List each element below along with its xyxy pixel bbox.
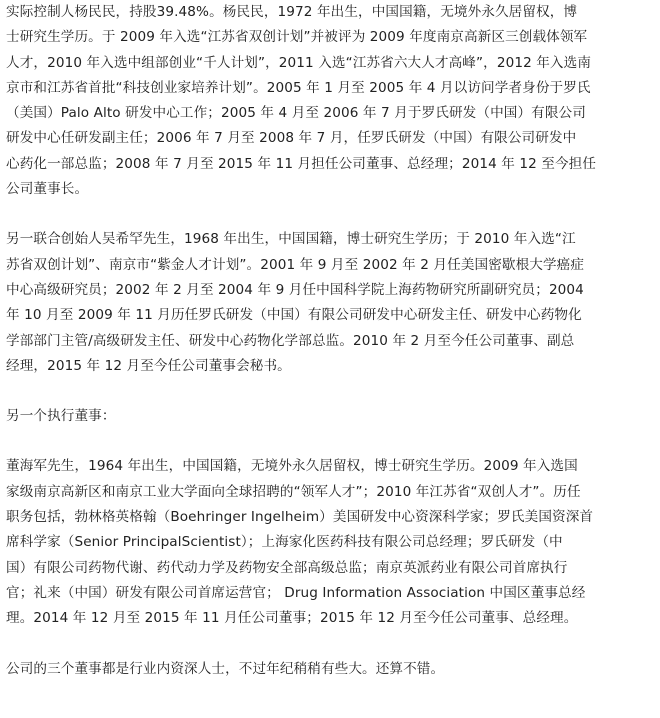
text-line: 公司董事长。 xyxy=(6,181,89,198)
text-line: 职务包括，勃林格英格翰（Boehringer Ingelheim）美国研发中心资深科学家；罗氏美国资深首 xyxy=(6,509,594,526)
paragraph-executive-director-heading xyxy=(6,404,660,429)
text-line: 董海军先生，1964 年出生，中国国籍，无境外永久居留权，博士研究生学历。2009 年入选国 xyxy=(6,458,578,475)
text-line: （美国）Palo Alto 研发中心工作；2005 年 4 月至 2006 年 7 月于罗氏研发（中国）有限公司 xyxy=(6,105,586,122)
text-line: 另一联合创始人吴希罕先生，1968 年出生，中国国籍，博士研究生学历；于 2010 年入选“江 xyxy=(6,231,576,248)
text-line: 人才，2010 年入选中组部创业“千人计划”，2011 入选“江苏省六大人才高峰”，2012 年入选南 xyxy=(6,54,592,71)
text-line: 研发中心任研发副主任；2006 年 7 月至 2008 年 7 月，任罗氏研发（中国）有限公司研发中 xyxy=(6,130,577,147)
paragraph-controller-yang-minmin xyxy=(6,0,660,202)
text-line: 国）有限公司药物代谢、药代动力学及药物安全部高级总监；南京英派药业有限公司首席执行 xyxy=(6,559,568,576)
text-line: 另一个执行董事： xyxy=(6,408,116,425)
text-line: 席科学家（Senior PrincipalScientist）；上海家化医药科技有限公司总经理；罗氏研发（中 xyxy=(6,534,563,551)
text-line: 京市和江苏省首批“科技创业家培养计划”。2005 年 1 月至 2005 年 4 月以访问学者身份于罗氏 xyxy=(6,79,591,96)
text-line: 公司的三个董事都是行业内资深人士，不过年纪稍稍有些大。还算不错。 xyxy=(6,660,445,677)
text-line: 学部部门主管/高级研发主任、研发中心药物化学部总监。2010 年 2 月至今任公司董事、副总 xyxy=(6,332,575,349)
text-line: 年 10 月至 2009 年 11 月历任罗氏研发（中国）有限公司研发中心研发主任、研发中心药物化 xyxy=(6,307,582,324)
text-line: 心药化一部总监；2008 年 7 月至 2015 年 11 月担任公司董事、总经理；2014 年 12 至今担任 xyxy=(6,155,597,172)
paragraph-summary xyxy=(6,657,660,682)
text-line: 家级南京高新区和南京工业大学面向全球招聘的“领军人才”；2010 年江苏省“双创人才”。历任 xyxy=(6,483,581,500)
paragraph-director-dong-haijun xyxy=(6,454,660,631)
text-line: 士研究生学历。于 2009 年入选“江苏省双创计划”并被评为 2009 年度南京高新区三创载体领军 xyxy=(6,29,588,46)
text-line: 苏省双创计划”、南京市“紫金人才计划”。2001 年 9 月至 2002 年 2 月任美国密歇根大学癌症 xyxy=(6,256,585,273)
paragraph-cofounder-wu-xihan xyxy=(6,227,660,379)
text-line: 理。2014 年 12 月至 2015 年 11 月任公司董事；2015 年 12 月至今任公司董事、总经理。 xyxy=(6,610,578,627)
text-line: 实际控制人杨民民，持股39.48%。杨民民，1972 年出生，中国国籍，无境外永久居留权，博 xyxy=(6,4,578,20)
text-line: 官；礼来（中国）研发有限公司首席运营官； Drug Information Association 中国区董事总经 xyxy=(6,584,586,601)
text-line: 经理，2015 年 12 月至今任公司董事会秘书。 xyxy=(6,357,291,374)
text-line: 中心高级研究员；2002 年 2 月至 2004 年 9 月任中国科学院上海药物研究所副研究员；2004 xyxy=(6,281,584,298)
